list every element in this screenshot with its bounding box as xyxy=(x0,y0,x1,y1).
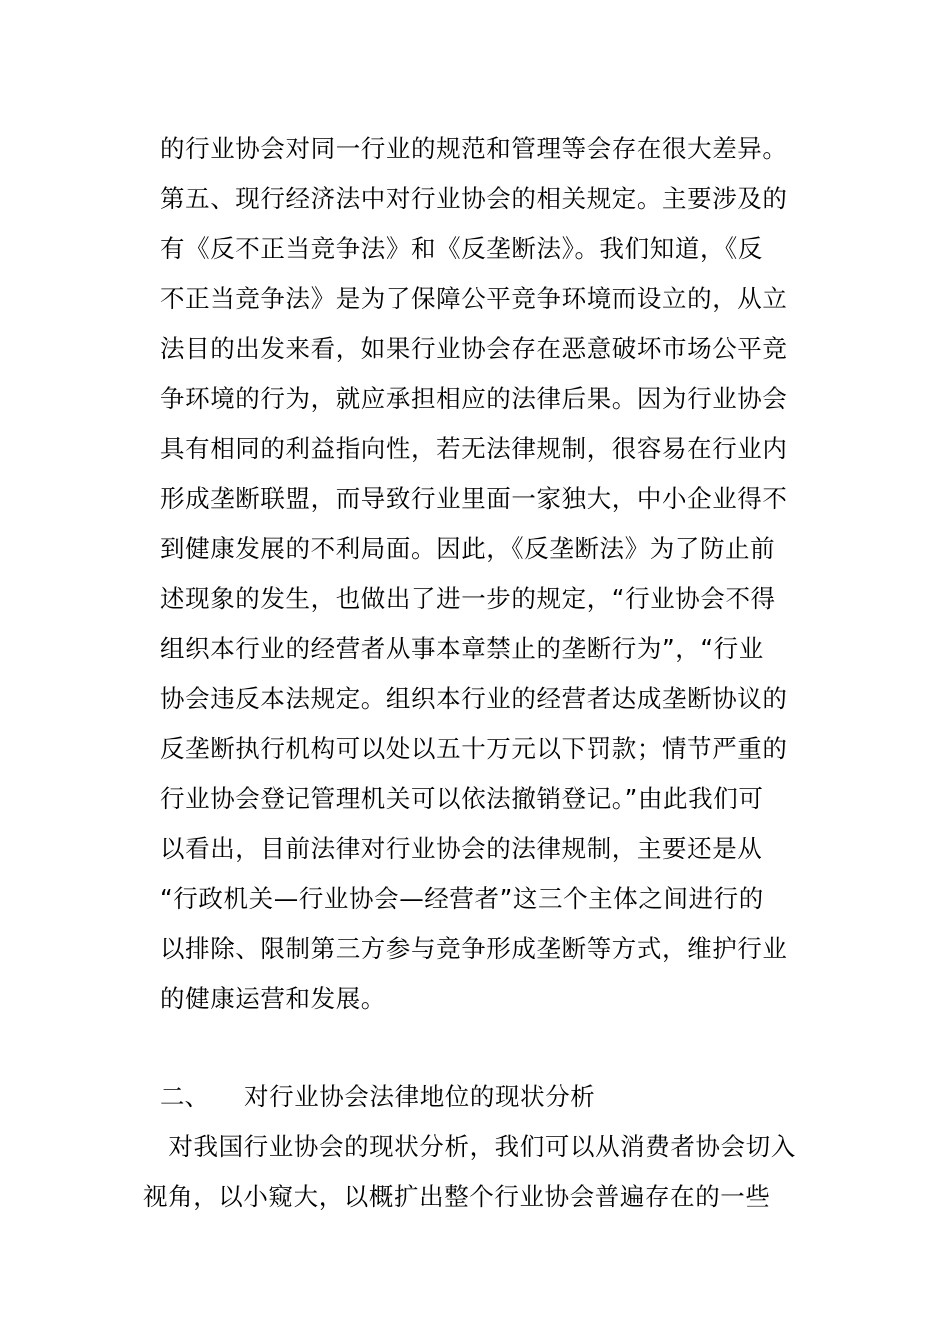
section-number: 二、 xyxy=(160,1082,209,1111)
paragraph1-line-9: 到健康发展的不利局面。因此，《反垄断法》为了防止前 xyxy=(160,534,776,563)
paragraph1-line-14: 行业协会登记管理机关可以依法撤销登记。”由此我们可 xyxy=(160,784,764,813)
paragraph1-line-18: 的健康运营和发展。 xyxy=(160,984,386,1013)
paragraph1-line-4: 不正当竞争法》是为了保障公平竞争环境而设立的，从立 xyxy=(160,284,788,313)
paragraph1-line-8: 形成垄断联盟，而导致行业里面一家独大，中小企业得不 xyxy=(160,484,788,513)
paragraph1-line-2: 第五、现行经济法中对行业协会的相关规定。主要涉及的 xyxy=(160,184,788,213)
paragraph1-line-11: 组织本行业的经营者从事本章禁止的垄断行为”，“行业 xyxy=(160,634,764,663)
section-title: 对行业协会法律地位的现状分析 xyxy=(244,1082,596,1111)
paragraph1-line-5: 法目的出发来看，如果行业协会存在恶意破坏市场公平竞 xyxy=(160,334,788,363)
paragraph1-line-16: “行政机关—行业协会—经营者”这三个主体之间进行的 xyxy=(160,884,764,913)
paragraph1-line-10: 述现象的发生，也做出了进一步的规定，“行业协会不得 xyxy=(160,584,776,613)
paragraph1-line-17: 以排除、限制第三方参与竞争形成垄断等方式，维护行业 xyxy=(160,934,788,963)
paragraph2-line-2: 视角，以小窥大，以概扩出整个行业协会普遍存在的一些 xyxy=(143,1182,771,1211)
paragraph1-line-7: 具有相同的利益指向性，若无法律规制，很容易在行业内 xyxy=(160,434,788,463)
paragraph1-line-12: 协会违反本法规定。组织本行业的经营者达成垄断协议的 xyxy=(160,684,788,713)
paragraph1-line-1: 的行业协会对同一行业的规范和管理等会存在很大差异。 xyxy=(160,134,788,163)
paragraph1-line-3: 有《反不正当竞争法》和《反垄断法》。我们知道，《反 xyxy=(160,234,763,263)
paragraph1-line-6: 争环境的行为，就应承担相应的法律后果。因为行业协会 xyxy=(160,384,788,413)
paragraph1-line-15: 以看出，目前法律对行业协会的法律规制，主要还是从 xyxy=(160,834,763,863)
paragraph2-line-1: 对我国行业协会的现状分析，我们可以从消费者协会切入 xyxy=(160,1132,796,1161)
paragraph1-line-13: 反垄断执行机构可以处以五十万元以下罚款；情节严重的 xyxy=(160,734,788,763)
